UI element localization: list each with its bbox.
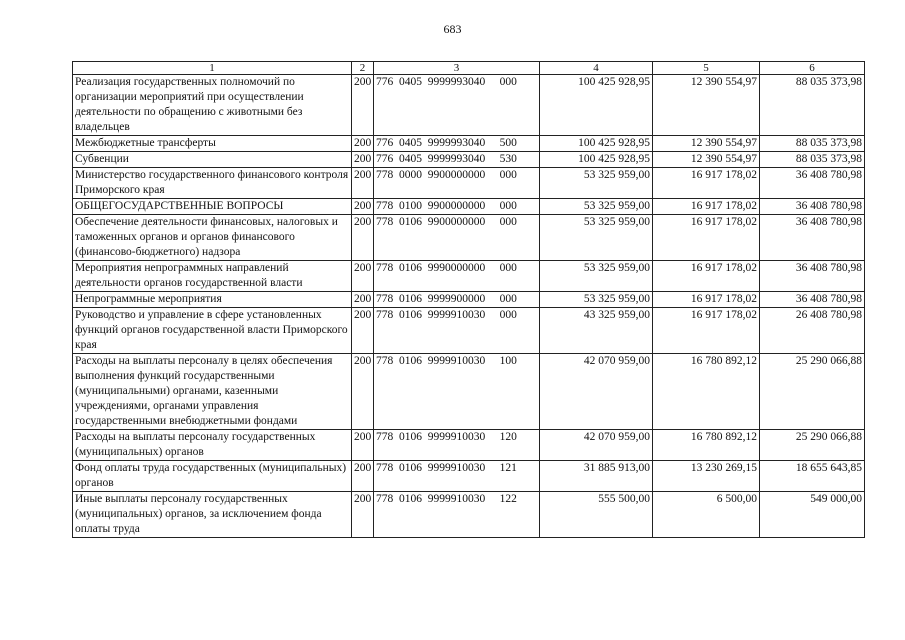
- header-col-3: 3: [374, 62, 540, 75]
- table-row: [73, 492, 865, 538]
- row-name: Иные выплаты персоналу государственных (муниципальных) органов, за исключением фонда оплаты труда: [73, 492, 352, 538]
- row-name: Реализация государственных полномочий по организации мероприятий при осуществлении деятельности по обращению с животными без владельцев: [73, 75, 352, 136]
- row-amount-remaining: 88 035 373,98: [760, 152, 865, 168]
- row-amount-executed: 16 917 178,02: [653, 308, 760, 354]
- row-amount-executed: 13 230 269,15: [653, 461, 760, 492]
- page-number: 683: [443, 22, 462, 36]
- row-name: Обеспечение деятельности финансовых, налоговых и таможенных органов и органов финансового (финансово-бюджетного) надзора: [73, 215, 352, 261]
- row-amount-plan: 53 325 959,00: [540, 199, 653, 215]
- row-code: 776 0405 9999993040 000: [374, 75, 540, 136]
- row-amount-remaining: 25 290 066,88: [760, 430, 865, 461]
- row-amount-remaining: 36 408 780,98: [760, 261, 865, 292]
- table-row: [73, 215, 865, 261]
- row-col2: 200: [352, 430, 374, 461]
- budget-table: [72, 61, 865, 538]
- table-row: [73, 292, 865, 308]
- row-amount-plan: 53 325 959,00: [540, 215, 653, 261]
- row-amount-executed: 6 500,00: [653, 492, 760, 538]
- row-name: Мероприятия непрограммных направлений деятельности органов государственной власти: [73, 261, 352, 292]
- row-amount-remaining: 36 408 780,98: [760, 292, 865, 308]
- row-amount-executed: 16 917 178,02: [653, 261, 760, 292]
- row-code: 778 0106 9999910030 121: [374, 461, 540, 492]
- row-code: 776 0405 9999993040 530: [374, 152, 540, 168]
- table-row: [73, 152, 865, 168]
- row-name: Расходы на выплаты персоналу государственных (муниципальных) органов: [73, 430, 352, 461]
- row-name: Межбюджетные трансферты: [73, 136, 352, 152]
- row-amount-remaining: 88 035 373,98: [760, 136, 865, 152]
- row-amount-executed: 12 390 554,97: [653, 152, 760, 168]
- row-code: 778 0106 9900000000 000: [374, 215, 540, 261]
- row-col2: 200: [352, 152, 374, 168]
- row-col2: 200: [352, 492, 374, 538]
- row-amount-plan: 31 885 913,00: [540, 461, 653, 492]
- row-name: Министерство государственного финансового контроля Приморского края: [73, 168, 352, 199]
- row-amount-executed: 16 917 178,02: [653, 215, 760, 261]
- row-amount-plan: 43 325 959,00: [540, 308, 653, 354]
- row-amount-plan: 555 500,00: [540, 492, 653, 538]
- header-col-4: 4: [540, 62, 653, 75]
- table-row: [73, 136, 865, 152]
- row-amount-plan: 42 070 959,00: [540, 354, 653, 430]
- table-row: [73, 354, 865, 430]
- row-code: 778 0106 9999910030 122: [374, 492, 540, 538]
- row-amount-remaining: 18 655 643,85: [760, 461, 865, 492]
- row-name: Фонд оплаты труда государственных (муниципальных) органов: [73, 461, 352, 492]
- row-col2: 200: [352, 136, 374, 152]
- row-col2: 200: [352, 461, 374, 492]
- row-amount-plan: 42 070 959,00: [540, 430, 653, 461]
- row-amount-remaining: 36 408 780,98: [760, 215, 865, 261]
- row-col2: 200: [352, 168, 374, 199]
- row-amount-plan: 53 325 959,00: [540, 261, 653, 292]
- row-col2: 200: [352, 292, 374, 308]
- row-amount-remaining: 549 000,00: [760, 492, 865, 538]
- header-row: [73, 62, 865, 75]
- table-row: [73, 168, 865, 199]
- row-code: 778 0106 9999910030 000: [374, 308, 540, 354]
- table-row: [73, 430, 865, 461]
- row-amount-executed: 16 917 178,02: [653, 199, 760, 215]
- row-code: 778 0106 9999910030 120: [374, 430, 540, 461]
- header-col-5: 5: [653, 62, 760, 75]
- row-code: 778 0100 9900000000 000: [374, 199, 540, 215]
- row-amount-executed: 16 917 178,02: [653, 292, 760, 308]
- table-row: [73, 461, 865, 492]
- row-code: 778 0106 9999910030 100: [374, 354, 540, 430]
- row-col2: 200: [352, 199, 374, 215]
- row-col2: 200: [352, 308, 374, 354]
- row-amount-remaining: 36 408 780,98: [760, 168, 865, 199]
- row-amount-plan: 53 325 959,00: [540, 168, 653, 199]
- row-code: 778 0106 9999900000 000: [374, 292, 540, 308]
- row-amount-plan: 53 325 959,00: [540, 292, 653, 308]
- row-amount-executed: 16 780 892,12: [653, 430, 760, 461]
- header-col-1: 1: [73, 62, 352, 75]
- row-amount-executed: 16 917 178,02: [653, 168, 760, 199]
- row-amount-plan: 100 425 928,95: [540, 136, 653, 152]
- row-amount-executed: 12 390 554,97: [653, 136, 760, 152]
- row-col2: 200: [352, 261, 374, 292]
- row-col2: 200: [352, 215, 374, 261]
- row-code: 778 0000 9900000000 000: [374, 168, 540, 199]
- header-col-2: 2: [352, 62, 374, 75]
- row-col2: 200: [352, 75, 374, 136]
- table-row: [73, 261, 865, 292]
- row-amount-executed: 12 390 554,97: [653, 75, 760, 136]
- row-amount-plan: 100 425 928,95: [540, 75, 653, 136]
- header-col-6: 6: [760, 62, 865, 75]
- row-code: 778 0106 9990000000 000: [374, 261, 540, 292]
- row-amount-executed: 16 780 892,12: [653, 354, 760, 430]
- row-amount-remaining: 88 035 373,98: [760, 75, 865, 136]
- row-code: 776 0405 9999993040 500: [374, 136, 540, 152]
- row-name: Руководство и управление в сфере установленных функций органов государственной власти Приморского края: [73, 308, 352, 354]
- row-amount-remaining: 25 290 066,88: [760, 354, 865, 430]
- row-name: Непрограммные мероприятия: [73, 292, 352, 308]
- row-name: Расходы на выплаты персоналу в целях обеспечения выполнения функций государственными (муниципальными) органами, казенными учреждениями, органами управления государственными внебюджетными фондами: [73, 354, 352, 430]
- table-row: [73, 75, 865, 136]
- table-row: [73, 308, 865, 354]
- row-amount-remaining: 36 408 780,98: [760, 199, 865, 215]
- row-amount-remaining: 26 408 780,98: [760, 308, 865, 354]
- row-col2: 200: [352, 354, 374, 430]
- row-amount-plan: 100 425 928,95: [540, 152, 653, 168]
- row-name: Субвенции: [73, 152, 352, 168]
- table-row: [73, 199, 865, 215]
- row-name: ОБЩЕГОСУДАРСТВЕННЫЕ ВОПРОСЫ: [73, 199, 352, 215]
